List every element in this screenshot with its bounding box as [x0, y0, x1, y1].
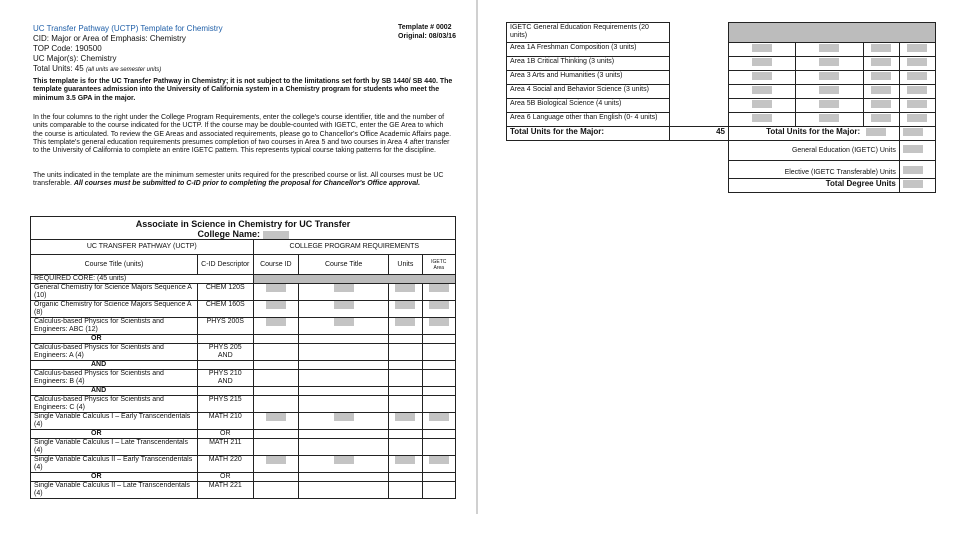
ge-entry-cell — [729, 113, 796, 127]
ge-area-label: Area 4 Social and Behavior Science (3 units) — [507, 85, 670, 99]
cid-descriptor-cell: CHEM 160S — [197, 301, 253, 318]
course-row — [31, 396, 456, 413]
cid-descriptor-cell: CHEM 120S — [197, 284, 253, 301]
ge-entry-cell — [729, 71, 796, 85]
ge-entry-cell — [863, 57, 899, 71]
college-entry-cell — [299, 413, 389, 430]
uctp-header: UC TRANSFER PATHWAY (UCTP) — [31, 240, 254, 255]
intro-paragraph: This template is for the UC Transfer Pathway in Chemistry; it is not subject to the limitations set forth by SB 1440/ SB 440. The template guarantees admission into the University of California system in a Chemistry program for students who meet the minimum 3.5 GPA in the major. — [33, 78, 453, 102]
ge-area-label: Area 3 Arts and Humanities (3 units) — [507, 71, 670, 85]
ge-entry-cell — [899, 99, 935, 113]
total-units-note: (all units are semester units) — [85, 67, 162, 73]
ge-spacer-cell — [670, 71, 729, 85]
ge-spacer-cell — [670, 43, 729, 57]
college-entry-cell — [422, 473, 455, 482]
ge-entry-input[interactable] — [907, 72, 927, 80]
ge-entry-cell — [899, 57, 935, 71]
course-row — [31, 284, 456, 301]
cid-descriptor-cell — [197, 335, 253, 344]
ge-entry-input[interactable] — [871, 72, 891, 80]
program-title: Associate in Science in Chemistry for UC Transfer — [135, 219, 351, 229]
cid-descriptor-cell: PHYS 200S — [197, 318, 253, 335]
course-title-cell: Single Variable Calculus II – Early Transcendentals (4) — [31, 456, 198, 473]
course-row — [31, 413, 456, 430]
college-entry-cell — [299, 439, 389, 456]
college-entry-cell — [299, 482, 389, 499]
instructions-paragraph: In the four columns to the right under the College Program Requirements, enter the college's course identifier, title and the number of units comparable to the course indicated for the UCTP. If the course may be double-counted with IGETC, enter the GE Area to which the course is articulated. To review the GE Areas and associated requirements, please go to Chancellor's Office Academic Affairs page. This template's general education requirements presumes completion of two courses in Area 5 and two courses in Area 4 after transfer to the University of California to complete an entire IGETC pattern. This represents typical course taking patterns for the discipline. — [33, 114, 452, 155]
course-title-cell: Calculus-based Physics for Scientists and Engineers: C (4) — [31, 396, 198, 413]
college-entry-cell — [253, 413, 299, 430]
uc-majors: UC Major(s): Chemistry — [33, 54, 117, 63]
college-entry-cell — [422, 456, 455, 473]
course-title-cell: AND — [31, 361, 198, 370]
college-entry-cell — [389, 370, 422, 387]
college-entry-input[interactable] — [395, 456, 415, 464]
ge-entry-input[interactable] — [871, 58, 891, 66]
college-entry-cell — [253, 301, 299, 318]
college-entry-cell — [253, 361, 299, 370]
college-entry-cell — [253, 370, 299, 387]
course-title-cell: Calculus-based Physics for Scientists and Engineers: B (4) — [31, 370, 198, 387]
total-major-label: Total Units for the Major: — [507, 127, 670, 141]
igetc-header: IGETC General Education Requirements (20 units) — [507, 23, 670, 43]
cid-descriptor-cell: MATH 211 — [197, 439, 253, 456]
college-entry-cell — [389, 318, 422, 335]
course-title-cell: OR — [31, 430, 198, 439]
ge-entry-input[interactable] — [907, 58, 927, 66]
college-entry-cell — [389, 361, 422, 370]
ge-entry-cell — [796, 71, 863, 85]
ge-entry-cell — [729, 85, 796, 99]
ge-spacer-cell — [670, 85, 729, 99]
college-entry-cell — [253, 396, 299, 413]
col-units: Units — [389, 255, 422, 275]
ge-entry-input[interactable] — [752, 44, 772, 52]
college-name-line — [34, 229, 452, 239]
ge-entry-cell — [796, 57, 863, 71]
college-entry-cell — [253, 430, 299, 439]
college-entry-input[interactable] — [429, 413, 449, 421]
course-row — [31, 335, 456, 344]
course-row — [31, 439, 456, 456]
col-cid-descriptor: C-ID Descriptor — [197, 255, 253, 275]
cid-descriptor-cell: PHYS 210 AND — [197, 370, 253, 387]
college-entry-input[interactable] — [429, 456, 449, 464]
ge-entry-cell — [899, 85, 935, 99]
total-degree-input[interactable] — [903, 180, 923, 188]
blank-elective — [507, 161, 729, 179]
total-major-input-cell — [863, 127, 899, 141]
total-major-input-cell-2 — [899, 127, 935, 141]
total-major-input-2[interactable] — [903, 128, 923, 136]
ge-entry-input[interactable] — [819, 114, 839, 122]
course-row — [31, 344, 456, 361]
ge-entry-cell — [899, 71, 935, 85]
college-entry-cell — [299, 344, 389, 361]
college-entry-cell — [299, 387, 389, 396]
program-table-container — [30, 216, 456, 499]
college-entry-cell — [253, 335, 299, 344]
required-core-label: REQUIRED CORE: (45 units) — [31, 275, 254, 284]
course-row — [31, 482, 456, 499]
igetc-spacer — [670, 23, 729, 43]
college-entry-cell — [389, 301, 422, 318]
college-name-label: College Name: — [197, 229, 260, 239]
total-major-value: 45 — [670, 127, 729, 141]
ge-entry-input[interactable] — [819, 72, 839, 80]
ge-spacer-cell — [670, 99, 729, 113]
ge-entry-cell — [729, 99, 796, 113]
ge-area-label: Area 1A Freshman Composition (3 units) — [507, 43, 670, 57]
ge-entry-input[interactable] — [907, 44, 927, 52]
college-entry-input[interactable] — [266, 318, 286, 326]
total-major-label-college: Total Units for the Major: — [729, 127, 864, 141]
college-entry-cell — [299, 370, 389, 387]
total-major-input[interactable] — [866, 128, 886, 136]
course-title-cell: Organic Chemistry for Science Majors Sequence A (8) — [31, 301, 198, 318]
cid-descriptor-cell: OR — [197, 473, 253, 482]
course-title-cell: Single Variable Calculus I – Late Transcendentals (4) — [31, 439, 198, 456]
college-entry-input[interactable] — [395, 284, 415, 292]
college-entry-cell — [422, 370, 455, 387]
college-entry-cell — [299, 301, 389, 318]
college-entry-input[interactable] — [395, 301, 415, 309]
cid-line: CID: Major or Area of Emphasis: Chemistry — [33, 34, 186, 43]
college-entry-cell — [299, 318, 389, 335]
ge-entry-cell — [863, 43, 899, 57]
college-entry-cell — [299, 430, 389, 439]
ge-entry-input[interactable] — [907, 114, 927, 122]
college-entry-cell — [389, 439, 422, 456]
ge-entry-cell — [899, 43, 935, 57]
total-degree-label: Total Degree Units — [729, 179, 900, 193]
required-core-shaded — [253, 275, 455, 284]
college-entry-cell — [299, 456, 389, 473]
cid-descriptor-cell: MATH 220 — [197, 456, 253, 473]
template-title: UC Transfer Pathway (UCTP) Template for Chemistry — [33, 24, 223, 33]
ge-row — [507, 85, 936, 99]
ge-entry-cell — [863, 99, 899, 113]
college-entry-input[interactable] — [429, 284, 449, 292]
college-entry-input[interactable] — [429, 301, 449, 309]
course-title-cell: OR — [31, 473, 198, 482]
college-entry-cell — [389, 430, 422, 439]
ge-table — [506, 22, 936, 193]
ge-entry-input[interactable] — [752, 86, 772, 94]
elective-units-input[interactable] — [903, 166, 923, 174]
college-entry-cell — [389, 344, 422, 361]
course-title-input[interactable] — [334, 284, 354, 292]
ge-area-label: Area 5B Biological Science (4 units) — [507, 99, 670, 113]
college-entry-cell — [389, 456, 422, 473]
college-entry-cell — [389, 413, 422, 430]
college-entry-cell — [422, 301, 455, 318]
college-entry-input[interactable] — [266, 284, 286, 292]
ge-entry-input[interactable] — [752, 100, 772, 108]
elective-units-cell — [899, 161, 935, 179]
program-table — [30, 216, 456, 499]
college-entry-cell — [253, 344, 299, 361]
total-units-label: Total Units: 45 — [33, 64, 84, 73]
blank-ge — [507, 141, 729, 161]
college-entry-cell — [422, 413, 455, 430]
ge-entry-input[interactable] — [752, 114, 772, 122]
cid-descriptor-cell: OR — [197, 430, 253, 439]
original-date: Original: 08/03/16 — [398, 33, 456, 40]
ge-entry-input[interactable] — [819, 100, 839, 108]
college-entry-cell — [253, 284, 299, 301]
cid-descriptor-cell: PHYS 205 AND — [197, 344, 253, 361]
ge-entry-cell — [796, 43, 863, 57]
elective-units-label: Elective (IGETC Transferable) Units — [729, 161, 900, 179]
college-entry-cell — [253, 482, 299, 499]
col-igetc-area: IGETC Area — [422, 255, 455, 275]
course-title-cell: General Chemistry for Science Majors Sequence A (10) — [31, 284, 198, 301]
cid-descriptor-cell: PHYS 215 — [197, 396, 253, 413]
college-entry-cell — [299, 396, 389, 413]
course-title-cell: Calculus-based Physics for Scientists and Engineers: ABC (12) — [31, 318, 198, 335]
total-degree-cell — [899, 179, 935, 193]
course-row — [31, 318, 456, 335]
ge-area-label: Area 1B Critical Thinking (3 units) — [507, 57, 670, 71]
cid-descriptor-cell — [197, 387, 253, 396]
ge-entry-cell — [729, 57, 796, 71]
college-entry-cell — [253, 387, 299, 396]
ge-units-label: General Education (IGETC) Units — [729, 141, 900, 161]
ge-units-input[interactable] — [903, 145, 923, 153]
college-entry-cell — [422, 396, 455, 413]
course-row — [31, 456, 456, 473]
ge-row — [507, 113, 936, 127]
course-title-input[interactable] — [334, 301, 354, 309]
course-title-input[interactable] — [334, 456, 354, 464]
top-code: TOP Code: 190500 — [33, 44, 102, 53]
college-entry-cell — [389, 482, 422, 499]
ge-entry-input[interactable] — [907, 100, 927, 108]
page-separator — [476, 0, 478, 514]
college-entry-cell — [299, 284, 389, 301]
ge-entry-cell — [796, 85, 863, 99]
college-entry-input[interactable] — [429, 318, 449, 326]
college-entry-input[interactable] — [266, 456, 286, 464]
college-entry-input[interactable] — [395, 413, 415, 421]
college-entry-cell — [253, 473, 299, 482]
ge-area-label: Area 6 Language other than English (0- 4 units) — [507, 113, 670, 127]
college-entry-cell — [422, 284, 455, 301]
col-course-id: Course ID — [253, 255, 299, 275]
college-entry-cell — [253, 456, 299, 473]
ge-row — [507, 43, 936, 57]
ge-entry-input[interactable] — [752, 58, 772, 66]
ge-spacer-cell — [670, 57, 729, 71]
college-entry-cell — [299, 361, 389, 370]
college-entry-cell — [389, 284, 422, 301]
ge-row — [507, 99, 936, 113]
college-entry-cell — [422, 361, 455, 370]
ge-entry-cell — [796, 99, 863, 113]
course-row — [31, 473, 456, 482]
blank-degree — [507, 179, 729, 193]
ge-entry-input[interactable] — [871, 114, 891, 122]
college-entry-cell — [253, 439, 299, 456]
program-table-title-cell — [31, 217, 456, 240]
ge-entry-input[interactable] — [871, 100, 891, 108]
course-title-cell: Single Variable Calculus II – Late Transcendentals (4) — [31, 482, 198, 499]
course-title-cell: Single Variable Calculus I – Early Transcendentals (4) — [31, 413, 198, 430]
college-name-input[interactable] — [263, 231, 289, 239]
college-entry-cell — [299, 335, 389, 344]
cid-descriptor-cell — [197, 361, 253, 370]
ge-entry-cell — [863, 71, 899, 85]
ge-entry-input[interactable] — [752, 72, 772, 80]
course-title-input[interactable] — [334, 318, 354, 326]
college-requirements-header: COLLEGE PROGRAM REQUIREMENTS — [253, 240, 455, 255]
college-entry-cell — [253, 318, 299, 335]
course-row — [31, 301, 456, 318]
college-entry-cell — [422, 430, 455, 439]
ge-entry-input[interactable] — [871, 86, 891, 94]
document-header — [33, 24, 333, 75]
college-entry-cell — [422, 387, 455, 396]
ge-entry-cell — [729, 43, 796, 57]
ge-entry-input[interactable] — [819, 44, 839, 52]
college-entry-cell — [422, 318, 455, 335]
course-title-cell: OR — [31, 335, 198, 344]
college-entry-cell — [299, 473, 389, 482]
college-entry-cell — [389, 335, 422, 344]
ge-row — [507, 57, 936, 71]
course-row — [31, 430, 456, 439]
cid-descriptor-cell: MATH 210 — [197, 413, 253, 430]
ge-units-cell — [899, 141, 935, 161]
course-title-cell: AND — [31, 387, 198, 396]
ge-row — [507, 71, 936, 85]
course-title-cell: Calculus-based Physics for Scientists and Engineers: A (4) — [31, 344, 198, 361]
college-entry-cell — [389, 396, 422, 413]
college-entry-cell — [389, 387, 422, 396]
ge-entry-cell — [863, 113, 899, 127]
igetc-header-shaded — [729, 23, 936, 43]
college-entry-cell — [422, 335, 455, 344]
ge-entry-input[interactable] — [819, 58, 839, 66]
college-entry-input[interactable] — [266, 413, 286, 421]
ge-spacer-cell — [670, 113, 729, 127]
ge-entry-input[interactable] — [907, 86, 927, 94]
ge-entry-cell — [863, 85, 899, 99]
course-row — [31, 370, 456, 387]
units-paragraph — [33, 172, 455, 189]
ge-table-container — [506, 22, 936, 193]
ge-entry-cell — [899, 113, 935, 127]
units-note: The units indicated in the template are the minimum semester units required for the prescribed course or list. All courses must be UC transferable. — [33, 172, 444, 188]
college-entry-cell — [389, 473, 422, 482]
course-row — [31, 361, 456, 370]
template-number: Template # 0002 — [398, 24, 452, 31]
ge-entry-cell — [796, 113, 863, 127]
ge-entry-input[interactable] — [819, 86, 839, 94]
course-title-input[interactable] — [334, 413, 354, 421]
cid-descriptor-cell: MATH 221 — [197, 482, 253, 499]
college-entry-cell — [422, 482, 455, 499]
cid-submission-note: All courses must be submitted to C-ID prior to completing the proposal for Chancellor's Office approval. — [73, 180, 421, 188]
college-entry-cell — [422, 439, 455, 456]
total-units-line — [33, 64, 333, 75]
template-meta — [398, 23, 456, 41]
college-entry-input[interactable] — [395, 318, 415, 326]
col-course-title-college: Course Title — [299, 255, 389, 275]
col-course-title: Course Title (units) — [31, 255, 198, 275]
college-entry-cell — [422, 344, 455, 361]
college-entry-input[interactable] — [266, 301, 286, 309]
ge-entry-input[interactable] — [871, 44, 891, 52]
course-row — [31, 387, 456, 396]
